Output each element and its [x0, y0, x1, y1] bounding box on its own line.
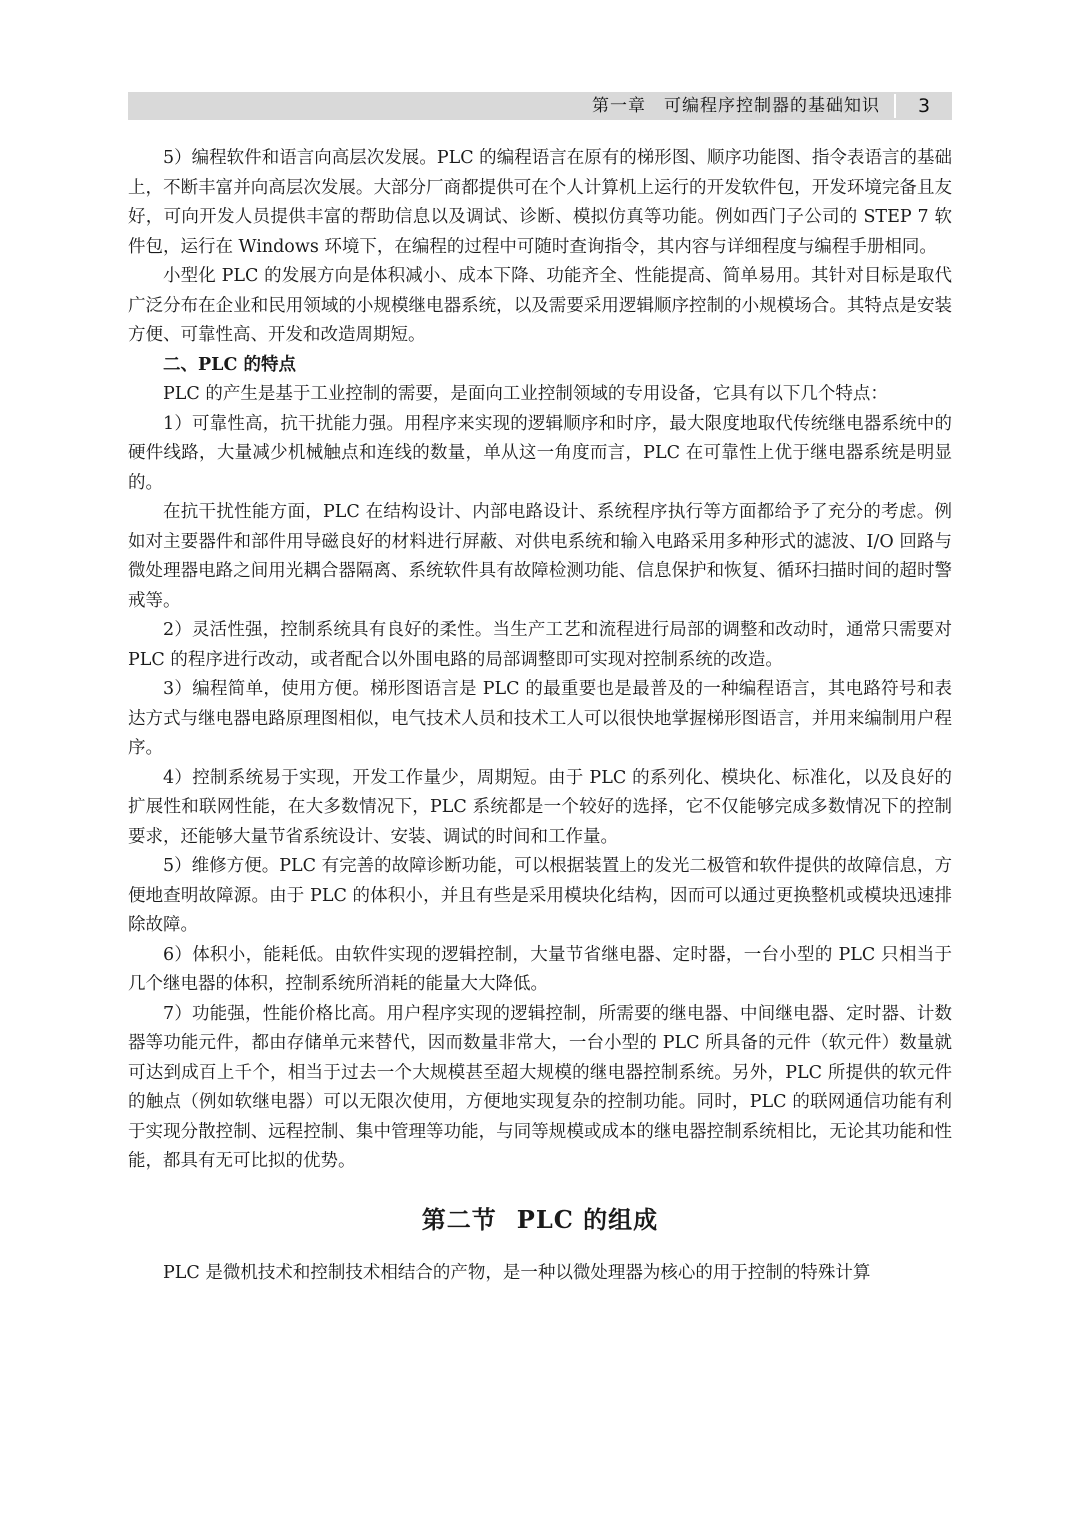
paragraph: 2）灵活性强，控制系统具有良好的柔性。当生产工艺和流程进行局部的调整和改动时，通常只需要对 PLC 的程序进行改动，或者配合以外围电路的局部调整即可实现对控制系统的改造。 — [128, 620, 952, 670]
page-body — [128, 144, 952, 1288]
paragraph: 1）可靠性高，抗干扰能力强。用程序来实现的逻辑顺序和时序，最大限度地取代传统继电器系统中的硬件线路，大量减少机械触点和连线的数量，单从这一角度而言，PLC 在可靠性上优于继电器系统是明显的。 — [128, 413, 952, 493]
paragraph: 小型化 PLC 的发展方向是体积减小、成本下降、功能齐全、性能提高、简单易用。其针对目标是取代广泛分布在企业和民用领域的小规模继电器系统，以及需要采用逻辑顺序控制的小规模场合。其特点是安装方便、可靠性高、开发和改造周期短。 — [128, 266, 952, 345]
section-title — [128, 1203, 952, 1237]
paragraph: PLC 的产生是基于工业控制的需要，是面向工业控制领域的专用设备，它具有以下几个特点： — [163, 384, 888, 404]
paragraph: 5）编程软件和语言向高层次发展。PLC 的编程语言在原有的梯形图、顺序功能图、指令表语言的基础上，不断丰富并向高层次发展。大部分厂商都提供可在个人计算机上运行的开发软件包，开发环境完备且友好，可向开发人员提供丰富的帮助信息以及调试、诊断、模拟仿真等功能。例如西门子公司的 STEP 7 软件包，运行在 Windows 环境下，在编程的过程中可随时查询指令，其内容与详细程度与编程手册相同。 — [128, 148, 952, 257]
paragraph: 7）功能强，性能价格比高。用户程序实现的逻辑控制，所需要的继电器、中间继电器、定时器、计数器等功能元件，都由存储单元来替代，因而数量非常大，一台小型的 PLC 所具备的元件（软元件）数量就可达到成百上千个，相当于过去一个大规模甚至超大规模的继电器控制系统。另外，PLC 所提供的软元件的触点（例如软继电器）可以无限次使用，方便地实现复杂的控制功能。同时，PLC 的联网通信功能有利于实现分散控制、远程控制、集中管理等功能，与同等规模或成本的继电器控制系统相比，无论其功能和性能，都具有无可比拟的优势。 — [128, 1003, 952, 1171]
paragraph: 4）控制系统易于实现，开发工作量少，周期短。由于 PLC 的系列化、模块化、标准化，以及良好的扩展性和联网性能，在大多数情况下，PLC 系统都是一个较好的选择，它不仅能够完成多数情况下的控制要求，还能够大量节省系统设计、安装、调试的时间和工作量。 — [128, 767, 952, 847]
paragraph: PLC 是微机技术和控制技术相结合的产物，是一种以微处理器为核心的用于控制的特殊计算 — [163, 1262, 871, 1283]
paragraph: 在抗干扰性能方面，PLC 在结构设计、内部电路设计、系统程序执行等方面都给予了充分的考虑。例如对主要器件和部件用导磁良好的材料进行屏蔽、对供电系统和输入电路采用多种形式的滤波、I/O 回路与微处理器电路之间用光耦合器隔离、系统软件具有故障检测功能、信息保护和恢复、循环扫描时间的超时警戒等。 — [128, 502, 952, 611]
chapter-title: 第一章 可编程序控制器的基础知识 — [592, 96, 880, 116]
paragraph: 6）体积小，能耗低。由软件实现的逻辑控制，大量节省继电器、定时器，一台小型的 PLC 只相当于几个继电器的体积，控制系统所消耗的能量大大降低。 — [128, 944, 952, 994]
section-label: 第二节 — [421, 1204, 497, 1234]
paragraph: 3）编程简单，使用方便。梯形图语言是 PLC 的最重要也是最普及的一种编程语言，其电路符号和表达方式与继电器电路原理图相似，电气技术人员和技术工人可以很快地掌握梯形图语言，并用来编制用户程序。 — [128, 679, 952, 758]
paragraph: 5）维修方便。PLC 有完善的故障诊断功能，可以根据装置上的发光二极管和软件提供的故障信息，方便地查明故障源。由于 PLC 的体积小，并且有些是采用模块化结构，因而可以通过更换整机或模块迅速排除故障。 — [128, 856, 952, 935]
page-number: 3 — [917, 95, 931, 117]
subsection-heading: 二、PLC 的特点 — [163, 354, 296, 375]
section-name: PLC 的组成 — [516, 1204, 659, 1234]
running-header — [128, 92, 952, 120]
